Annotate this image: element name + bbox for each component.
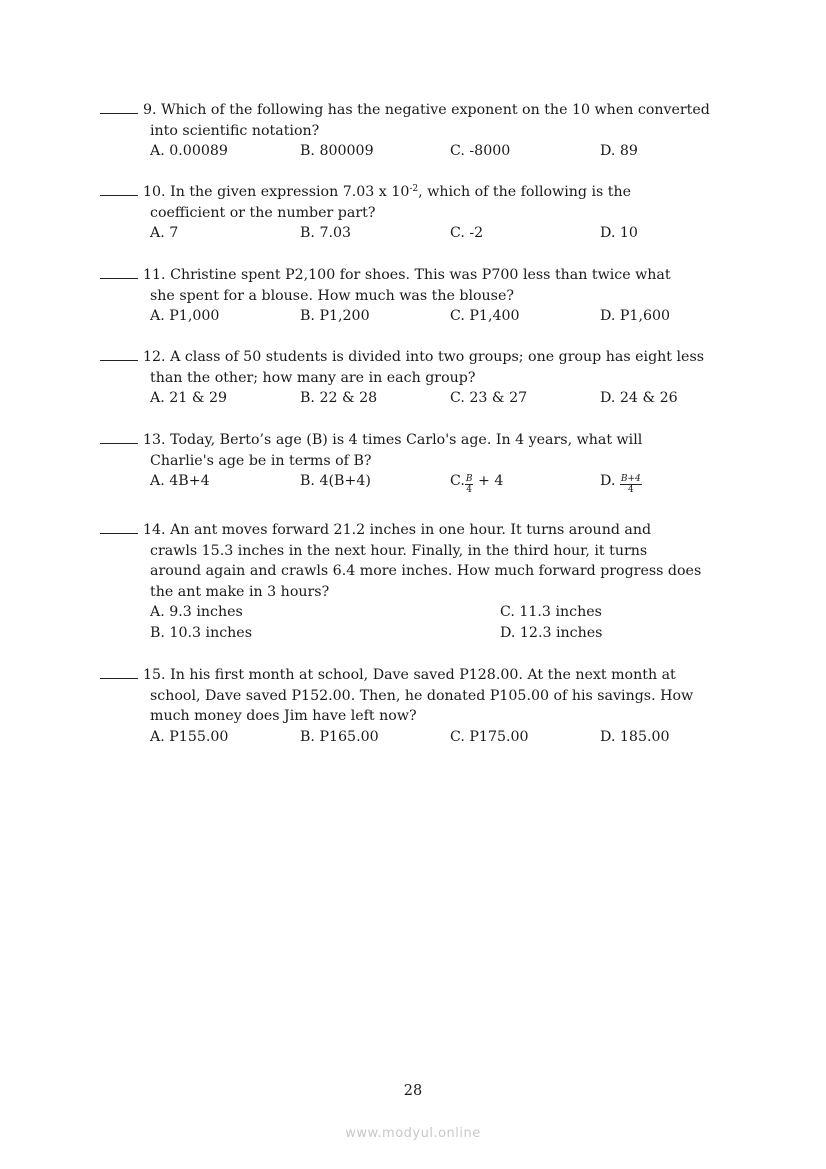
- option-b: B. 10.3 inches: [150, 624, 252, 641]
- options: [150, 141, 740, 162]
- option-d: D. 24 & 26: [600, 390, 678, 407]
- option-a: A. P1,000: [150, 308, 220, 325]
- options: [150, 727, 740, 748]
- fraction: $\frac{B}{4}$: [465, 474, 473, 496]
- answer-blank[interactable]: [100, 664, 138, 679]
- option-a: A. 9.3 inches: [150, 604, 243, 621]
- option-b: B. 7.03: [300, 225, 352, 242]
- option-a: A. 21 & 29: [150, 390, 228, 407]
- option-d: D. $\frac{B+4}{4}$: [600, 473, 641, 496]
- option-b: B. P1,200: [300, 308, 370, 325]
- option-c: C. $\frac{B}{4}$ + 4: [450, 473, 504, 496]
- options: [150, 223, 740, 244]
- question-9: 9. Which of the following has the negative exponent on the 10 when converted into scientific notation? A. 0.00089 B. 800009 C. -8000 D. 89: [100, 99, 740, 162]
- option-c: C. -8000: [450, 143, 511, 160]
- options: [150, 471, 740, 496]
- option-d: D. 185.00: [600, 728, 670, 745]
- options: [150, 623, 740, 644]
- answer-blank[interactable]: [100, 181, 138, 196]
- options: [150, 388, 740, 409]
- question-13: 13. Today, Berto’s age (B) is 4 times Carlo's age. In 4 years, what will Charlie's age be in terms of B? A. 4B+4 B. 4(B+4) C. $\frac{B}{4}$ + 4 D. $\frac{B+4}{4}$: [100, 429, 740, 492]
- question-14: 14. An ant moves forward 21.2 inches in one hour. It turns around and crawls 15.3 inches in the next hour. Finally, in the third hour, it turns around again and crawls 6.4 more inches. How much forward progress does the ant make in 3 hours? A. 9.3 inches C. 11.3 inches B. 10.3 inches D. 12.3 inches: [100, 519, 740, 644]
- options: [150, 306, 740, 327]
- option-a: A. 7: [150, 225, 179, 242]
- option-b: B. 4(B+4): [300, 473, 371, 490]
- option-c: C. 11.3 inches: [500, 604, 602, 621]
- option-c: C. P175.00: [450, 728, 529, 745]
- answer-blank[interactable]: [100, 99, 138, 114]
- option-c: C. -2: [450, 225, 484, 242]
- option-b: B. 22 & 28: [300, 390, 378, 407]
- question-10: 10. In the given expression 7.03 x $10^{-2}$, which of the following is the coefficient or the number part? A. 7 B. 7.03 C. -2 D. 10: [100, 181, 740, 244]
- option-b: B. 800009: [300, 143, 374, 160]
- option-d: D. 10: [600, 225, 638, 242]
- question-12: 12. A class of 50 students is divided into two groups; one group has eight less than the other; how many are in each group? A. 21 & 29 B. 22 & 28 C. 23 & 27 D. 24 & 26: [100, 346, 740, 409]
- option-a: A. 4B+4: [150, 473, 210, 490]
- fraction: $\frac{B+4}{4}$: [620, 474, 641, 496]
- option-a: A. 0.00089: [150, 143, 228, 160]
- question-15: 15. In his first month at school, Dave saved P128.00. At the next month at school, Dave saved P152.00. Then, he donated P105.00 of his savings. How much money does Jim have left now? A. P155.00 B. P165.00 C. P175.00 D. 185.00: [100, 664, 740, 747]
- options: [150, 602, 740, 623]
- page-number: 28: [403, 1083, 423, 1099]
- option-d: D. P1,600: [600, 308, 671, 325]
- answer-blank[interactable]: [100, 346, 138, 361]
- option-c: C. P1,400: [450, 308, 520, 325]
- option-c: C. 23 & 27: [450, 390, 528, 407]
- answer-blank[interactable]: [100, 429, 138, 444]
- answer-blank[interactable]: [100, 519, 138, 534]
- option-a: A. P155.00: [150, 728, 229, 745]
- question-11: 11. Christine spent P2,100 for shoes. This was P700 less than twice what she spent for a blouse. How much was the blouse? A. P1,000 B. P1,200 C. P1,400 D. P1,600: [100, 264, 740, 327]
- option-d: D. 12.3 inches: [500, 624, 603, 641]
- option-b: B. P165.00: [300, 728, 379, 745]
- option-d: D. 89: [600, 143, 638, 160]
- answer-blank[interactable]: [100, 264, 138, 279]
- watermark: www.modyul.online: [345, 1126, 481, 1141]
